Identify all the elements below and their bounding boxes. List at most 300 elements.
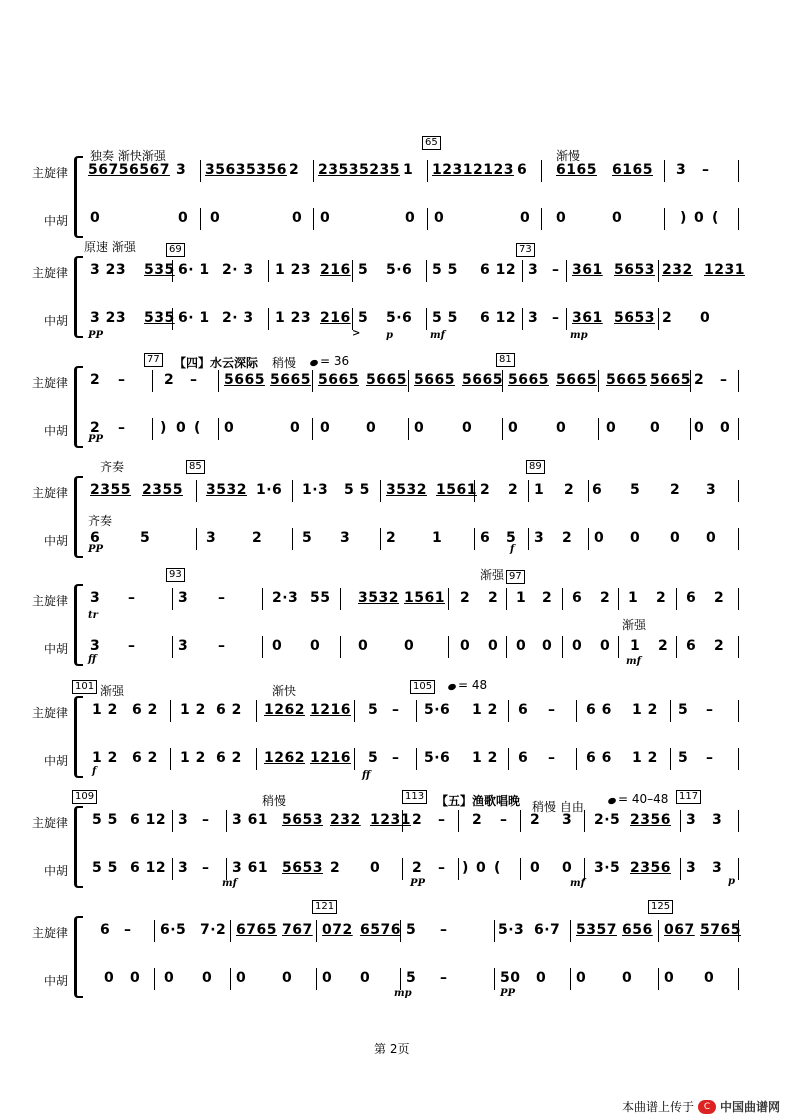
bar-line [738,528,739,550]
main-note: 767 [282,922,313,938]
zhonghu-note: 0 [210,210,221,226]
zhonghu-note: – [392,750,400,766]
part-label-main: 主旋律 [31,376,68,390]
bar-line [474,528,475,550]
main-note: 3 [676,162,687,178]
zhonghu-note: 0 [622,970,633,986]
main-note: 3 23 [90,262,127,278]
bar-line [494,968,495,990]
bar-line [416,700,417,722]
zhonghu-note: – [552,310,560,326]
bar-line [570,968,571,990]
bar-line [738,588,739,610]
zhonghu-note: 1 2 [472,750,498,766]
bar-line [402,810,403,832]
zhonghu-note: 0 [488,638,499,654]
bar-line [262,588,263,610]
dynamic-mark: ff [88,654,97,665]
measure-number: 121 [312,900,337,914]
bar-line [738,208,739,230]
main-note: 5665 [462,372,503,388]
bar-line [738,968,739,990]
zhonghu-note: 6 2 [216,750,242,766]
bar-line [152,370,153,392]
bar-line [738,920,739,942]
zhonghu-note: 0 [282,970,293,986]
zhonghu-note: 0 [556,210,567,226]
zhonghu-note: 3 [206,530,217,546]
bar-line [380,480,381,502]
main-note: 1561 [404,590,445,606]
main-note: 2 [530,812,541,828]
main-note: 1 2 [472,702,498,718]
annotation: 齐奏 [88,514,113,528]
main-note: – [128,590,136,606]
bar-line [218,370,219,392]
dynamic-mark: > [352,328,361,339]
zhonghu-note: 1 [432,530,443,546]
zhonghu-note: 1262 [264,750,305,766]
bar-line [196,528,197,550]
zhonghu-note: 5·6 [424,750,451,766]
main-note: 1 23 [275,262,312,278]
annotation: 渐强 [480,568,505,582]
system-brace [74,806,83,888]
measure-number: 89 [526,460,545,474]
main-note: 216 [320,262,351,278]
zhonghu-note: 0 [576,970,587,986]
zhonghu-note: 0 [292,210,303,226]
zhonghu-note: 0 [236,970,247,986]
zhonghu-note: 2 [714,638,725,654]
bar-line [520,810,521,832]
main-note: 2 [508,482,519,498]
dynamic-mark: mf [222,878,237,889]
zhonghu-note: 5 [406,970,417,986]
bar-line [408,418,409,440]
annotation: 稍慢 自由 [532,800,584,814]
part-label-main: 主旋律 [31,816,68,830]
main-note: 3 [528,262,539,278]
bar-line [664,160,665,182]
zhonghu-note: 0 [706,530,717,546]
main-note: 2 [542,590,553,606]
zhonghu-note: 0 [405,210,416,226]
zhonghu-note: – [438,860,446,876]
dynamic-mark: PP [500,988,516,999]
bar-line [680,810,681,832]
main-note: 6 [572,590,583,606]
bar-line [598,418,599,440]
bar-line [262,636,263,658]
bar-line [508,700,509,722]
main-note: 5765 [700,922,741,938]
main-note: 6· 1 [178,262,210,278]
bar-line [738,700,739,722]
bar-line [200,208,201,230]
main-note: 5 [358,262,369,278]
main-note: 2 [472,812,483,828]
main-note: 072 [322,922,353,938]
bar-line [562,636,563,658]
zhonghu-note: – [202,860,210,876]
bar-line [230,920,231,942]
zhonghu-note: 0 [694,420,705,436]
main-note: 6 [686,590,697,606]
measure-number: 65 [422,136,441,150]
system-4 [0,460,790,570]
bar-line [588,528,589,550]
main-note: – [392,702,400,718]
main-note: 5·6 [386,262,413,278]
main-note: 1 2 [92,702,118,718]
bar-line [658,920,659,942]
bar-line [676,636,677,658]
zhonghu-note: 0 [310,638,321,654]
main-note: – [124,922,132,938]
zhonghu-note: 3 [534,530,545,546]
main-note: 5653 [614,262,655,278]
bar-line [570,920,571,942]
bar-line [506,636,507,658]
main-note: 1·6 [256,482,283,498]
bar-line [256,700,257,722]
bar-line [506,588,507,610]
dynamic-mark: mf [570,878,585,889]
main-note: 232 [330,812,361,828]
main-note: 1216 [310,702,351,718]
zhonghu-note: 3 [340,530,351,546]
zhonghu-note: 0 [178,210,189,226]
bar-line [172,810,173,832]
main-note: – [190,372,198,388]
zhonghu-note: 0 [404,638,415,654]
main-note: 2 [600,590,611,606]
dynamic-mark: mf [626,656,641,667]
zhonghu-note: ) [160,420,167,436]
zhonghu-note: 2 [330,860,341,876]
zhonghu-note: 2 [658,638,669,654]
bar-line [588,480,589,502]
zhonghu-note: 1 2 [632,750,658,766]
system-brace [74,584,83,666]
measure-number: 97 [506,570,525,584]
main-note: 2 [460,590,471,606]
measure-number: 85 [186,460,205,474]
bar-line [690,418,691,440]
dynamic-mark: p [386,330,393,341]
zhonghu-note: 5653 [614,310,655,326]
main-note: 5665 [224,372,265,388]
bar-line [152,418,153,440]
bar-line [508,748,509,770]
part-label-main: 主旋律 [31,266,68,280]
main-note: – [548,702,556,718]
main-note: 1 [628,590,639,606]
bar-line [541,160,542,182]
brand-name: 中国曲谱网 [719,1100,780,1114]
measure-number: 77 [144,353,163,367]
main-note: 6 [100,922,111,938]
bar-line [738,480,739,502]
bar-line [352,260,353,282]
main-note: 6 [517,162,528,178]
zhonghu-note: 2· 3 [222,310,254,326]
main-note: 3 [712,812,723,828]
part-label-zhonghu: 中胡 [43,754,68,768]
zhonghu-note: 0 [130,970,141,986]
main-note: 3 [562,812,573,828]
main-note: 5665 [366,372,407,388]
system-3 [0,350,790,460]
bar-line [528,480,529,502]
measure-number: 81 [496,353,515,367]
bar-line [316,968,317,990]
system-2 [0,240,790,350]
bar-line [562,588,563,610]
measure-number: 105 [410,680,435,694]
zhonghu-note: 0 [508,420,519,436]
bar-line [670,700,671,722]
bar-line [416,748,417,770]
zhonghu-note: 5 [678,750,689,766]
main-note: 5357 [576,922,617,938]
zhonghu-note: 0 [164,970,175,986]
zhonghu-note: 1 23 [275,310,312,326]
zhonghu-note: 6 [90,530,101,546]
bar-line [380,528,381,550]
bar-line [340,588,341,610]
dynamic-mark: p [728,876,735,887]
zhonghu-note: 0 [290,420,301,436]
bar-line [226,810,227,832]
bar-line [316,920,317,942]
zhonghu-note: 0 [320,210,331,226]
main-note: 5665 [270,372,311,388]
zhonghu-note: 3 [528,310,539,326]
main-note: 2 [90,372,101,388]
bar-line [584,810,585,832]
zhonghu-note: 0 [562,860,573,876]
bar-line [738,748,739,770]
main-note: 656 [622,922,653,938]
part-label-main: 主旋律 [31,594,68,608]
bar-line [494,920,495,942]
main-note: – [706,702,714,718]
main-note: 2 [656,590,667,606]
main-note: 1 2 [180,702,206,718]
zhonghu-note: 0 [630,530,641,546]
zhonghu-note: 5 [368,750,379,766]
bar-line [154,968,155,990]
bar-line [738,418,739,440]
zhonghu-note: ( [712,210,719,226]
zhonghu-note: 5·6 [386,310,413,326]
system-7 [0,790,790,900]
main-note: 3 [178,590,189,606]
main-note: 55 [310,590,331,606]
zhonghu-note: 3 23 [90,310,127,326]
main-note: 5 5 [92,812,118,828]
zhonghu-note: 0 [476,860,487,876]
main-note: 1 2 [632,702,658,718]
bar-line [268,308,269,330]
system-brace [74,366,83,448]
zhonghu-note: 2 [562,530,573,546]
bar-line [576,700,577,722]
bar-line [427,208,428,230]
bar-line [566,260,567,282]
zhonghu-note: 0 [176,420,187,436]
bar-line [408,370,409,392]
zhonghu-note: 1216 [310,750,351,766]
zhonghu-note: 0 [594,530,605,546]
bar-line [598,370,599,392]
main-note: 2 [289,162,300,178]
zhonghu-note: – [706,750,714,766]
main-note: 2 [480,482,491,498]
zhonghu-note: 3 61 [232,860,269,876]
zhonghu-note: 0 [600,638,611,654]
main-note: 5665 [318,372,359,388]
annotation: 渐强 [100,684,125,698]
measure-number: 125 [648,900,673,914]
system-brace [74,156,83,238]
tempo-value: = 36 [320,354,350,368]
main-note: 6 2 [216,702,242,718]
main-note: 2 [564,482,575,498]
main-note: 2 [670,482,681,498]
bar-line [658,260,659,282]
section-title: 【四】水云深际 [174,356,259,370]
main-note: 12312123 [432,162,514,178]
part-label-main: 主旋律 [31,166,68,180]
bar-line [354,700,355,722]
main-note: 1561 [436,482,477,498]
zhonghu-note: 1 2 [92,750,118,766]
main-note: 2 [164,372,175,388]
zhonghu-note: – [440,970,448,986]
bar-line [618,588,619,610]
main-note: 3532 [358,590,399,606]
zhonghu-note: ) [462,860,469,876]
zhonghu-note: 2 [412,860,423,876]
bar-line [502,370,503,392]
zhonghu-note: 0 [612,210,623,226]
zhonghu-note: 0 [572,638,583,654]
bar-line [172,636,173,658]
zhonghu-note: 3·5 [594,860,621,876]
part-label-zhonghu: 中胡 [43,642,68,656]
zhonghu-note: – [118,420,126,436]
measure-number: 101 [72,680,97,694]
measure-number: 117 [676,790,701,804]
bar-line [664,208,665,230]
part-label-zhonghu: 中胡 [43,974,68,988]
annotation: 独奏 渐快渐强 [90,149,166,163]
bar-line [474,480,475,502]
main-note: 1·3 [302,482,329,498]
bar-line [172,858,173,880]
zhonghu-note: 0 [460,638,471,654]
zhonghu-note: 2 [662,310,673,326]
bar-line [690,370,691,392]
main-note: 1 [534,482,545,498]
main-note: 3532 [386,482,427,498]
system-6 [0,680,790,790]
zhonghu-note: 2356 [630,860,671,876]
bar-line [402,858,403,880]
bar-line [541,208,542,230]
bar-line [312,370,313,392]
main-note: – [720,372,728,388]
zhonghu-note: 5 [302,530,313,546]
bar-line [618,636,619,658]
main-note: – [552,262,560,278]
zhonghu-note: 3 [90,638,101,654]
dynamic-mark: PP [88,434,104,445]
main-note: 1 [516,590,527,606]
main-note: 7·2 [200,922,227,938]
main-note: 3 [706,482,717,498]
part-label-zhonghu: 中胡 [43,424,68,438]
main-note: 6165 [612,162,653,178]
zhonghu-note: 0 [520,210,531,226]
bar-line [400,920,401,942]
zhonghu-note: 6 2 [132,750,158,766]
zhonghu-note: ( [494,860,501,876]
quarter-note-icon [607,797,617,805]
zhonghu-note: 3 [178,860,189,876]
measure-number: 93 [166,568,185,582]
zhonghu-note: 6· 1 [178,310,210,326]
main-note: 2356 [630,812,671,828]
main-note: 3 [686,812,697,828]
main-note: 1 [403,162,414,178]
zhonghu-note: 2 [90,420,101,436]
annotation: 渐强 [622,618,647,632]
bar-line [680,858,681,880]
bar-line [502,418,503,440]
bar-line [352,308,353,330]
part-label-zhonghu: 中胡 [43,214,68,228]
dynamic-mark: f [92,766,97,777]
bar-line [522,308,523,330]
zhonghu-note: 0 [272,638,283,654]
annotation: 稍慢 [262,794,287,808]
main-note: 3532 [206,482,247,498]
bar-line [313,208,314,230]
main-note: – [438,812,446,828]
zhonghu-note: 0 [700,310,711,326]
zhonghu-note: 5 5 [432,310,458,326]
zhonghu-note: 6 6 [586,750,612,766]
annotation: 渐慢 [556,149,581,163]
bar-line [658,968,659,990]
main-note: 1262 [264,702,305,718]
zhonghu-note: 0 [694,210,705,226]
main-note: 6·7 [534,922,561,938]
zhonghu-note: 3 [686,860,697,876]
zhonghu-note: ( [194,420,201,436]
zhonghu-note: 0 [320,420,331,436]
main-note: 6 6 [586,702,612,718]
main-note: 5665 [650,372,691,388]
tempo-value: = 40–48 [618,792,669,806]
main-note: 6 12 [130,812,167,828]
zhonghu-note: 6 12 [130,860,167,876]
dynamic-mark: mp [394,988,412,999]
